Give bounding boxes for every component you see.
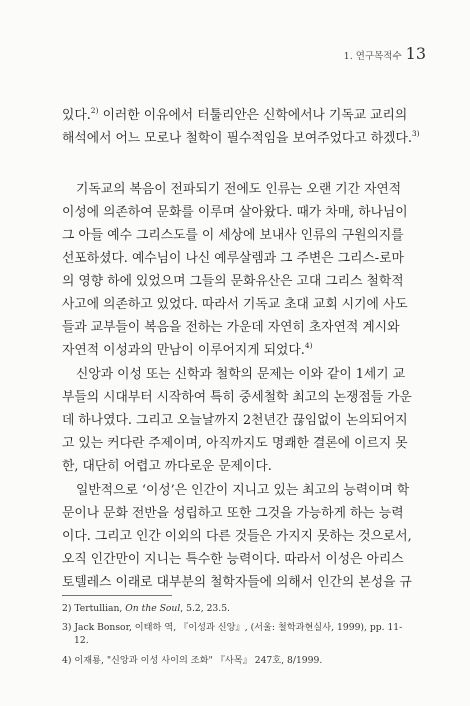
body-line: 사고에 의존하고 있었다. 따라서 기독교 초대 교회 시기에 사도: [62, 297, 408, 312]
body-line: 토텔레스 이래로 대부분의 철학자들에 의해서 인간의 본성을 규: [62, 575, 412, 590]
body-line: 이다. 그리고 인간 이외의 다른 것들은 가지지 못하는 것으로서,: [62, 529, 412, 544]
footnote-ref: 3): [411, 129, 420, 138]
footnote-text: 2) Tertullian,: [62, 603, 126, 614]
footnote-ref: 2): [90, 106, 99, 115]
body-line: 데 하나였다. 그리고 오늘날까지 2천년간 끊임없이 논의되어지: [62, 413, 408, 428]
body-line: 신앙과 이성 또는 신학과 철학의 문제는 이와 같이 1세기 교: [76, 367, 406, 382]
body-line: 오직 인간만이 지니는 특수한 능력이다. 따라서 이성은 아리스: [62, 552, 404, 567]
footnote: [62, 603, 230, 614]
body-line: 이성에 의존하여 문화를 이루며 살아왔다. 때가 차매, 하나님이: [62, 205, 408, 220]
body-line: 고 있는 커다란 주제이며, 아직까지도 명쾌한 결론에 이르지 못: [62, 436, 408, 451]
body-line: [62, 104, 407, 123]
running-head: [344, 44, 426, 63]
footnote-ref: 4): [304, 341, 313, 350]
body-line: 그 아들 예수 그리스도를 이 세상에 보내사 인류의 구원의지를: [62, 228, 404, 243]
body-text: 있다.: [62, 108, 91, 123]
body-text: 이러한 이유에서 터툴리안은 신학에서나 기독교 교리의: [98, 108, 408, 123]
body-line: 의 영향 하에 있었으며 그들의 문화유산은 고대 그리스 철학적: [62, 274, 404, 289]
footnote: 3) Jack Bonsor, 이태하 역, 『이성과 신앙』, (서울: 철학과현실사, 1999), pp. 11-: [62, 622, 403, 633]
page-number: 13: [405, 44, 426, 63]
footnote-continuation: 12.: [74, 635, 89, 646]
body-text: 자연적 이성과의 만남이 이루어지게 되었다.: [62, 343, 305, 358]
footnote-book-title: On the Soul: [125, 603, 181, 614]
body-line: 선포하셨다. 예수님이 나신 예루살렘과 그 주변은 그리스-로마: [62, 251, 404, 266]
body-line: [62, 339, 313, 358]
body-line: [62, 127, 420, 146]
body-line: 한, 대단히 어렵고 까다로운 문제이다.: [62, 459, 272, 474]
body-line: 부들의 시대부터 시작하여 특히 중세철학 최고의 논쟁점들 가운: [62, 390, 412, 405]
footnote-text: , 5.2, 23.5.: [180, 603, 230, 614]
footnote: 4) 이재룡, "신앙과 이성 사이의 조화" 『사목』 247호, 8/1999.: [62, 655, 323, 666]
body-line: 문이나 문화 전반을 성립하고 또한 그것을 가능하게 하는 능력: [62, 506, 404, 521]
body-line: 일반적으로 ‘이성’은 인간이 지니고 있는 최고의 능력이며 학: [76, 483, 410, 498]
footnote-divider: [62, 595, 172, 596]
body-line: 들과 교부들이 복음을 전하는 가운데 자연히 초자연적 계시와: [62, 320, 400, 335]
body-text: 해석에서 어느 모로나 철학이 필수적임을 보여주었다고 하겠다.: [62, 131, 412, 146]
body-line: 기독교의 복음이 전파되기 전에도 인류는 오랜 기간 자연적: [76, 182, 402, 197]
running-head-section: 1. 연구목적수: [343, 51, 402, 62]
